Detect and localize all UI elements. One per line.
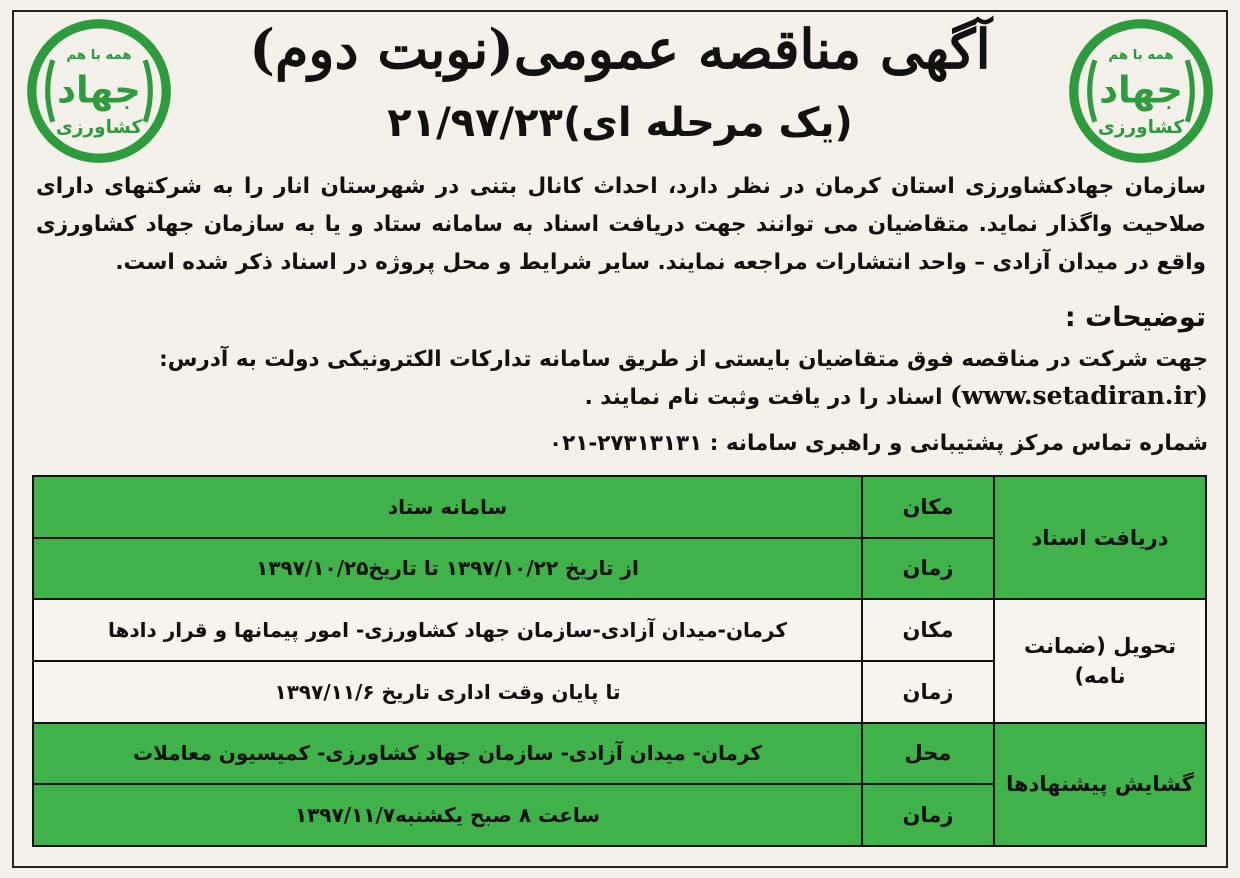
schedule-label: مکان: [862, 599, 994, 661]
schedule-table: [32, 475, 1207, 847]
notice-subtitle: (یک مرحله ای)۲۱/۹۷/۲۳: [387, 100, 853, 146]
logo-main-text: جهاد: [57, 68, 141, 112]
logo-bottom-text: کشاورزی: [55, 117, 143, 139]
schedule-category: دریافت اسناد: [994, 476, 1206, 599]
notes-line-1: جهت شرکت در مناقصه فوق متقاضیان بایستی از طریق سامانه تدارکات الکترونیکی دولت به آدرس:: [159, 347, 1208, 372]
schedule-label: زمان: [862, 661, 994, 723]
schedule-label: زمان: [862, 538, 994, 600]
schedule-label: زمان: [862, 784, 994, 846]
schedule-value: ساعت ۸ صبح یکشنبه۱۳۹۷/۱۱/۷: [33, 784, 862, 846]
table-row: [33, 599, 1206, 661]
logo-top-text: همه با هم: [1108, 48, 1174, 64]
jahad-logo-right: [1064, 14, 1218, 168]
intro-paragraph: سازمان جهادکشاورزی استان کرمان در نظر دارد، احداث کانال بتنی در شهرستان انار را به شرکتهای دارای صلاحیت واگذار نماید. متقاضیان می توانند جهت دریافت اسناد به سامانه ستاد و یا به سازمان جهاد کشاورزی واقع در میدان آزادی – واحد انتشارات مراجعه نمایند. سایر شرایط و محل پروژه در اسناد ذکر شده است.: [36, 174, 1206, 275]
schedule-value: کرمان- میدان آزادی- سازمان جهاد کشاورزی- کمیسیون معاملات: [33, 723, 862, 785]
schedule-label: محل: [862, 723, 994, 785]
schedule-category: گشایش پیشنهادها: [994, 723, 1206, 846]
schedule-value: کرمان-میدان آزادی-سازمان جهاد کشاورزی- امور پیمانها و قرار دادها: [33, 599, 862, 661]
notes-participation: [40, 342, 1208, 416]
schedule-value: از تاریخ ۱۳۹۷/۱۰/۲۲ تا تاریخ۱۳۹۷/۱۰/۲۵: [33, 538, 862, 600]
schedule-category: تحویل (ضمانت نامه): [994, 599, 1206, 722]
notes-line-1-end: اسناد را در یافت وثبت نام نمایند .: [584, 385, 943, 410]
logo-bottom-text: کشاورزی: [1097, 117, 1185, 139]
notes-heading: توضیحات :: [1064, 302, 1206, 333]
schedule-label: مکان: [862, 476, 994, 538]
logo-top-text: همه با هم: [66, 48, 132, 64]
table-row: [33, 476, 1206, 538]
jahad-logo-icon: [1064, 14, 1218, 168]
jahad-logo-left: [22, 14, 176, 168]
notice-title: آگهی مناقصه عمومی(نوبت دوم): [249, 17, 991, 81]
logo-main-text: جهاد: [1099, 68, 1183, 112]
table-row: [33, 723, 1206, 785]
website-link[interactable]: (www.setadiran.ir): [949, 381, 1208, 410]
schedule-value: تا پایان وقت اداری تاریخ ۱۳۹۷/۱۱/۶: [33, 661, 862, 723]
support-phone: شماره تماس مرکز پشتیبانی و راهبری سامانه : ۲۷۳۱۳۱۳۱-۰۲۱: [548, 431, 1208, 456]
schedule-value: سامانه ستاد: [33, 476, 862, 538]
jahad-logo-icon: [22, 14, 176, 168]
